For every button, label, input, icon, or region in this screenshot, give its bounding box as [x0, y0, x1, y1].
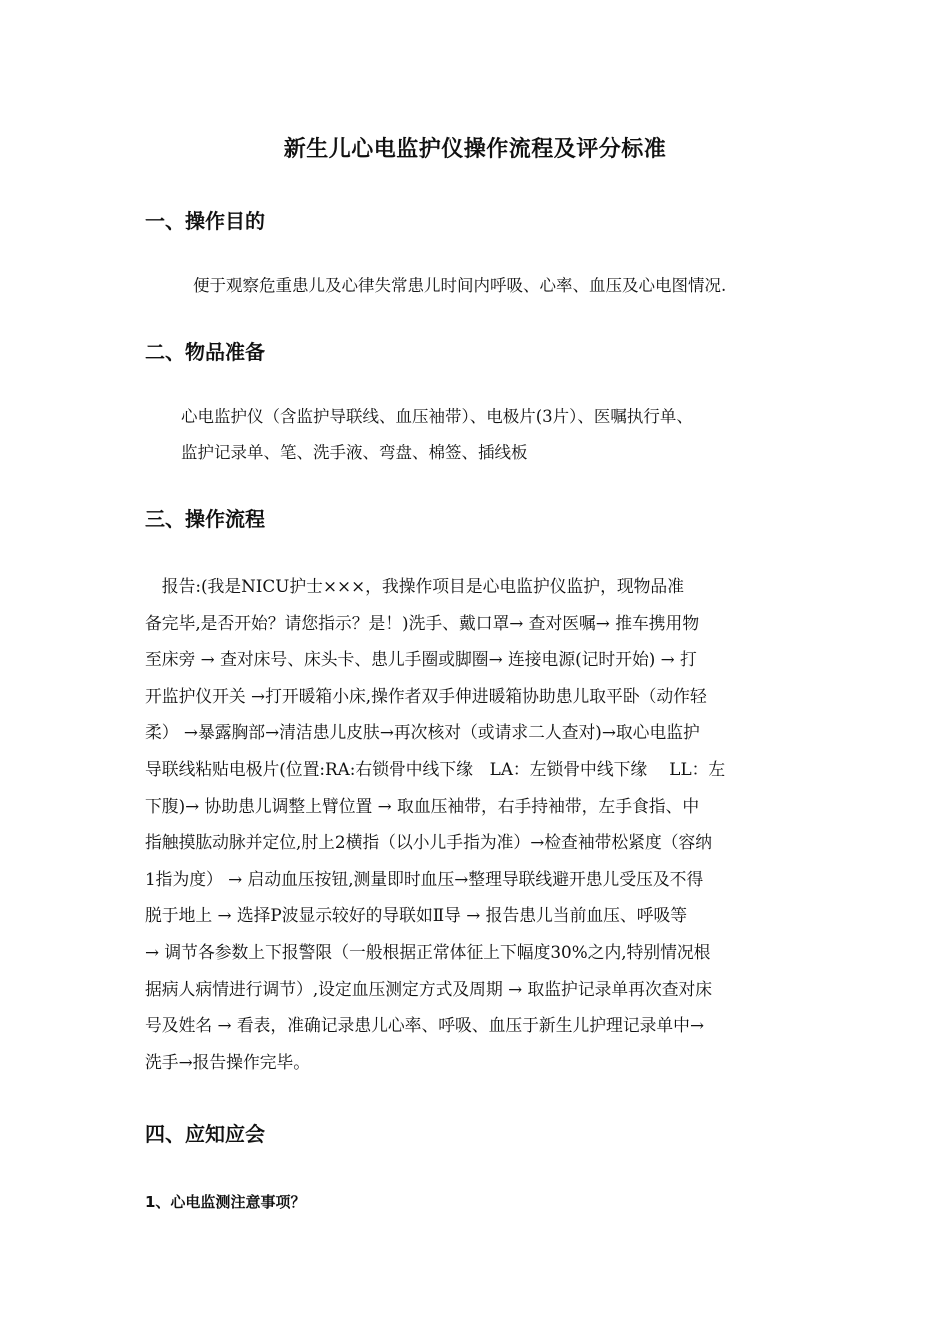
procedure-line: 据病人病情进行调节）,设定血压测定方式及周期 → 取监护记录单再次查对床	[145, 978, 713, 999]
procedure-line: 脱于地上 → 选择P波显示较好的导联如Ⅱ导 → 报告患儿当前血压、呼吸等	[145, 905, 688, 926]
section-heading-purpose: 一、操作目的	[145, 209, 265, 233]
purpose-paragraph: 便于观察危重患儿及心律失常患儿时间内呼吸、心率、血压及心电图情况.	[193, 276, 727, 295]
materials-line-1: 心电监护仪（含监护导联线、血压袖带）、电极片(3片）、医嘱执行单、	[181, 407, 693, 426]
procedure-line: 报告:(我是NICU护士×××，我操作项目是心电监护仪监护，现物品准	[145, 576, 684, 596]
procedure-line: 洗手→报告操作完毕。	[145, 1051, 311, 1072]
question-heading-ecg-notes: 1、心电监测注意事项？	[145, 1193, 306, 1211]
section-heading-procedure: 三、操作流程	[145, 507, 265, 531]
procedure-paragraph	[145, 568, 807, 1080]
procedure-line: 备完毕,是否开始？请您指示？是！)洗手、戴口罩→ 查对医嘱→ 推车携用物	[145, 612, 700, 633]
procedure-line: 柔） →暴露胸部→清洁患儿皮肤→再次核对（或请求二人查对)→取心电监护	[145, 722, 700, 743]
procedure-line: 导联线粘贴电极片(位置:RA:右锁骨中线下缘 LA：左锁骨中线下缘 LL：左	[145, 758, 726, 779]
section-heading-knowledge: 四、应知应会	[145, 1122, 265, 1146]
procedure-line: 指触摸肱动脉并定位,肘上2横指（以小儿手指为准）→检查袖带松紧度（容纳	[145, 832, 713, 853]
document-title: 新生儿心电监护仪操作流程及评分标准	[283, 137, 667, 162]
materials-line-2: 监护记录单、笔、洗手液、弯盘、棉签、插线板	[181, 443, 528, 462]
procedure-line: 开监护仪开关 →打开暖箱小床,操作者双手伸进暖箱协助患儿取平卧（动作轻	[145, 685, 707, 706]
procedure-line: 至床旁 → 查对床号、床头卡、患儿手圈或脚圈→ 连接电源(记时开始) → 打	[145, 649, 697, 670]
section-heading-materials: 二、物品准备	[145, 340, 265, 364]
procedure-line: 下腹)→ 协助患儿调整上臂位置 → 取血压袖带，右手持袖带，左手食指、中	[145, 795, 700, 816]
procedure-line: 号及姓名 → 看表，准确记录患儿心率、呼吸、血压于新生儿护理记录单中→	[145, 1015, 705, 1036]
procedure-line: 1指为度） → 启动血压按钮,测量即时血压→整理导联线避开患儿受压及不得	[145, 868, 704, 889]
procedure-line: → 调节各参数上下报警限（一般根据正常体征上下幅度30%之内,特别情况根	[145, 941, 711, 962]
